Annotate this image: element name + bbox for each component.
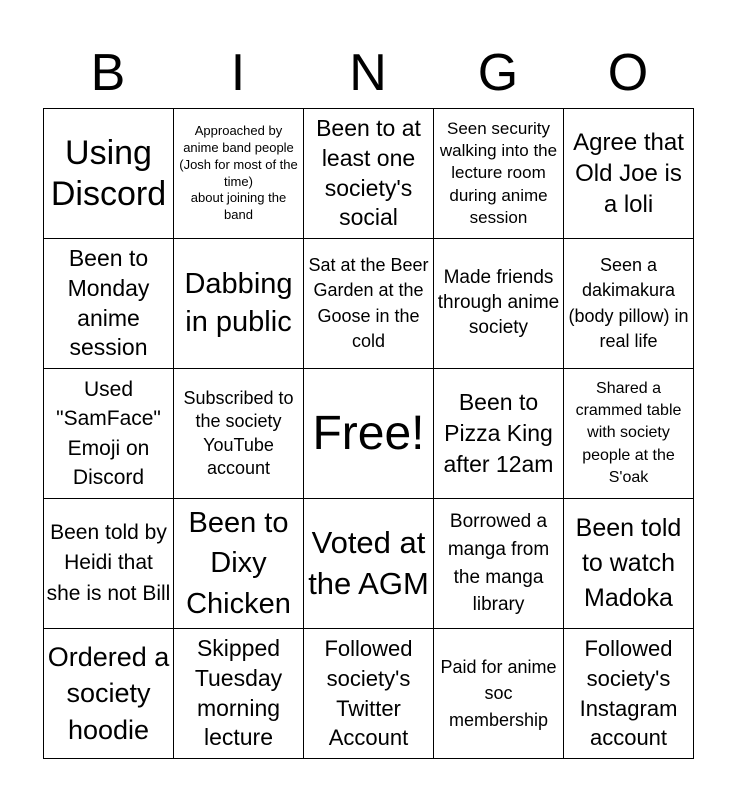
bingo-cell: Followed society's Twitter Account xyxy=(304,629,434,759)
header-letter-o: O xyxy=(607,44,649,102)
bingo-cell: Free! xyxy=(304,369,434,499)
bingo-cell: Approached by anime band people (Josh for most of the time) about joining the band xyxy=(174,109,304,239)
header-letter-g: G xyxy=(477,44,519,102)
bingo-cell: Subscribed to the society YouTube account xyxy=(174,369,304,499)
bingo-cell: Using Discord xyxy=(44,109,174,239)
grid-row xyxy=(44,629,694,759)
grid-row xyxy=(44,239,694,369)
bingo-cell: Been to at least one society's social xyxy=(304,109,434,239)
bingo-cell: Been told to watch Madoka xyxy=(564,499,694,629)
bingo-cell: Followed society's Instagram account xyxy=(564,629,694,759)
header-letter-i: I xyxy=(230,44,246,102)
bingo-cell: Shared a crammed table with society people at the S'oak xyxy=(564,369,694,499)
grid-row xyxy=(44,109,694,239)
grid-row xyxy=(44,499,694,629)
bingo-cell: Been to Dixy Chicken xyxy=(174,499,304,629)
header-letter-b: B xyxy=(90,44,126,102)
bingo-cell: Seen a dakimakura (body pillow) in real life xyxy=(564,239,694,369)
bingo-cell: Voted at the AGM xyxy=(304,499,434,629)
bingo-cell: Paid for anime soc membership xyxy=(434,629,564,759)
bingo-cell: Skipped Tuesday morning lecture xyxy=(174,629,304,759)
bingo-cell: Made friends through anime society xyxy=(434,239,564,369)
bingo-cell: Borrowed a manga from the manga library xyxy=(434,499,564,629)
bingo-cell: Been to Monday anime session xyxy=(44,239,174,369)
bingo-cell: Dabbing in public xyxy=(174,239,304,369)
bingo-header xyxy=(43,42,693,104)
bingo-cell: Been to Pizza King after 12am xyxy=(434,369,564,499)
grid-row xyxy=(44,369,694,499)
bingo-cell: Used "SamFace" Emoji on Discord xyxy=(44,369,174,499)
bingo-cell: Agree that Old Joe is a loli xyxy=(564,109,694,239)
bingo-cell: Seen security walking into the lecture room during anime session xyxy=(434,109,564,239)
bingo-cell: Sat at the Beer Garden at the Goose in the cold xyxy=(304,239,434,369)
bingo-grid xyxy=(43,108,694,759)
header-letter-n: N xyxy=(349,44,387,102)
bingo-cell: Been told by Heidi that she is not Bill xyxy=(44,499,174,629)
bingo-cell: Ordered a society hoodie xyxy=(44,629,174,759)
